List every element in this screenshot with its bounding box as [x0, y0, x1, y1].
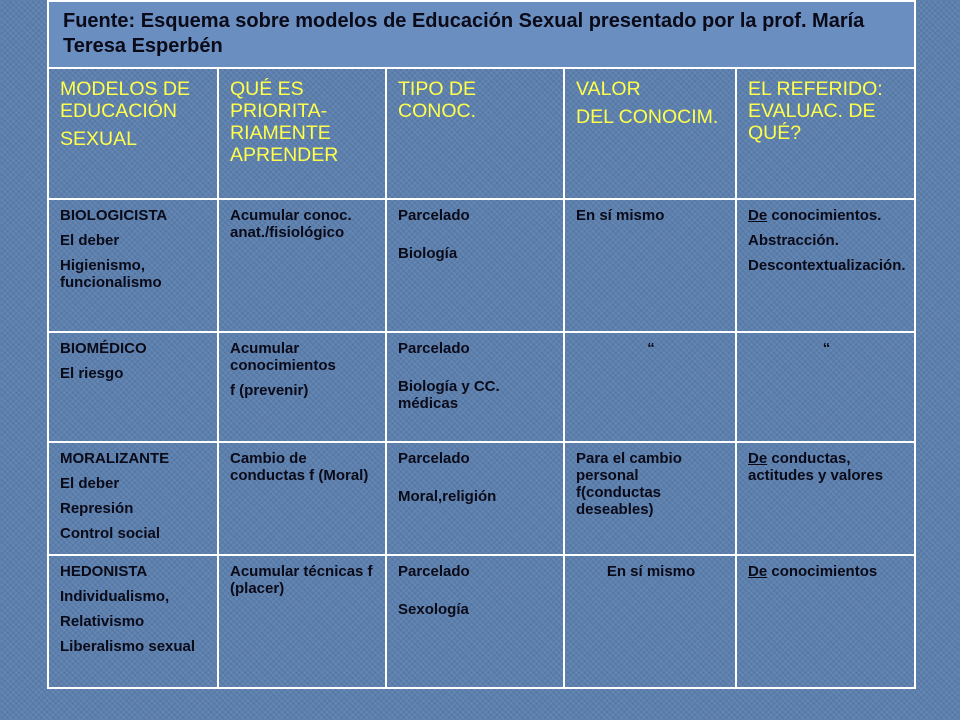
knowledge-type-line1: Parcelado — [398, 340, 470, 357]
evaluation-cell — [736, 442, 915, 555]
table-row — [48, 555, 915, 688]
knowledge-value-cell — [564, 199, 736, 332]
model-trait: Higienismo, funcionalismo — [60, 257, 162, 291]
knowledge-type-line1: Parcelado — [398, 207, 470, 224]
header-knowledge-type-text: TIPO DE CONOC. — [398, 78, 477, 122]
knowledge-type-cell — [386, 555, 564, 688]
source-caption: Fuente: Esquema sobre modelos de Educación Sexual presentado por la prof. María Teresa Esperbén — [48, 1, 915, 68]
model-trait: Individualismo, — [60, 588, 170, 605]
evaluation-cell — [736, 199, 915, 332]
model-trait: Control social — [60, 525, 161, 542]
model-trait: El deber — [60, 475, 120, 492]
knowledge-type-cell — [386, 332, 564, 442]
knowledge-value-cell — [564, 442, 736, 555]
header-row — [48, 68, 915, 199]
priority-text: Cambio de conductas f (Moral) — [230, 450, 369, 484]
ditto-mark: “ — [822, 340, 831, 357]
knowledge-type-line1: Parcelado — [398, 450, 470, 467]
header-value-line2: DEL CONOCIM. — [576, 106, 719, 128]
knowledge-type-line2: Biología y CC. médicas — [398, 378, 500, 412]
knowledge-value-text: En sí mismo — [606, 563, 696, 580]
models-table — [47, 0, 916, 689]
evaluation-line1 — [748, 207, 905, 224]
knowledge-value-cell — [564, 332, 736, 442]
priority-cell — [218, 332, 386, 442]
header-knowledge-value — [564, 68, 736, 199]
knowledge-type-line1: Parcelado — [398, 563, 470, 580]
knowledge-type-line2: Biología — [398, 245, 458, 262]
header-models-line1: MODELOS DE EDUCACIÓN — [60, 78, 191, 122]
priority-text: Acumular conoc. anat./fisiológico — [230, 207, 352, 241]
knowledge-value-cell — [564, 555, 736, 688]
model-trait: Represión — [60, 500, 134, 517]
knowledge-type-cell — [386, 199, 564, 332]
knowledge-type-line2: Sexología — [398, 601, 469, 618]
knowledge-value-text: En sí mismo — [576, 207, 665, 224]
evaluation-rest: conductas, actitudes y valores — [748, 450, 884, 484]
model-name: HEDONISTA — [60, 563, 148, 580]
model-trait: Liberalismo sexual — [60, 638, 196, 655]
evaluation-de: De — [748, 450, 768, 467]
model-cell — [48, 199, 218, 332]
evaluation-rest: conocimientos. — [767, 207, 882, 224]
model-name: MORALIZANTE — [60, 450, 170, 467]
header-evaluation — [736, 68, 915, 199]
source-row — [48, 1, 915, 68]
model-name: BIOLOGICISTA — [60, 207, 168, 224]
knowledge-value-text: Para el cambio personal f(conductas deseables) — [576, 450, 682, 518]
table-row — [48, 199, 915, 332]
evaluation-cell — [736, 332, 915, 442]
ditto-mark: “ — [647, 340, 655, 357]
table-row — [48, 442, 915, 555]
header-value-line1: VALOR — [576, 78, 641, 100]
model-cell — [48, 442, 218, 555]
priority-cell — [218, 555, 386, 688]
evaluation-de: De — [748, 207, 768, 224]
priority-cell — [218, 199, 386, 332]
evaluation-cell — [736, 555, 915, 688]
priority-cell — [218, 442, 386, 555]
header-priority — [218, 68, 386, 199]
evaluation-line1 — [748, 450, 905, 484]
header-priority-text: QUÉ ES PRIORITA-RIAMENTE APRENDER — [230, 78, 339, 166]
model-cell — [48, 332, 218, 442]
evaluation-line3: Descontextualización. — [748, 257, 906, 274]
model-trait: Relativismo — [60, 613, 145, 630]
evaluation-de: De — [748, 563, 768, 580]
priority-line1: Acumular conocimientos — [230, 340, 336, 374]
evaluation-line1 — [748, 563, 905, 580]
header-models — [48, 68, 218, 199]
header-models-line2: SEXUAL — [60, 128, 137, 150]
priority-text: Acumular técnicas f (placer) — [230, 563, 373, 597]
table-row — [48, 332, 915, 442]
evaluation-line2: Abstracción. — [748, 232, 839, 249]
priority-line2: f (prevenir) — [230, 382, 309, 399]
model-name: BIOMÉDICO — [60, 340, 147, 357]
knowledge-type-line2: Moral,religión — [398, 488, 497, 505]
knowledge-type-cell — [386, 442, 564, 555]
evaluation-rest: conocimientos — [767, 563, 878, 580]
model-trait: El riesgo — [60, 365, 124, 382]
model-trait: El deber — [60, 232, 120, 249]
model-cell — [48, 555, 218, 688]
header-knowledge-type — [386, 68, 564, 199]
header-evaluation-text: EL REFERIDO: EVALUAC. DE QUÉ? — [748, 78, 883, 144]
